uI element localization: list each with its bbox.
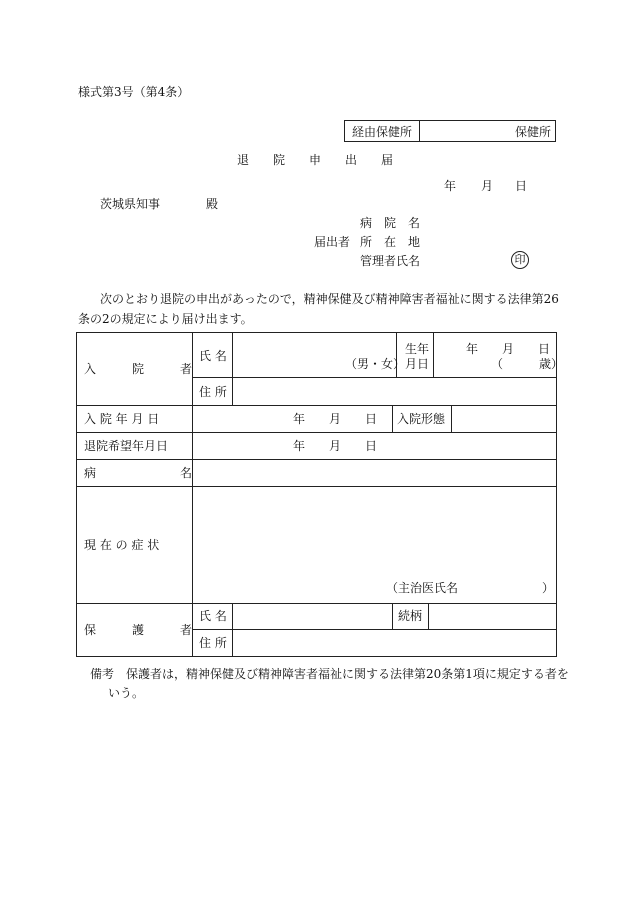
discharge-date-label: 退院希望年月日 [84, 439, 169, 453]
symptoms-label: 現 在 の 症 状 [84, 538, 160, 552]
age-field: （ 歳） [491, 357, 564, 371]
form-table [76, 332, 557, 657]
office-value: 保健所 [515, 125, 552, 139]
date-year: 年 [444, 179, 457, 193]
line-h5 [76, 486, 557, 487]
office-divider [419, 120, 420, 142]
addressee-name: 茨城県知事 [100, 197, 161, 211]
birth-label-1: 生年 [405, 342, 430, 356]
guardian-label: 保 護 者 [84, 623, 193, 637]
birth-label-2: 月日 [405, 357, 430, 371]
doctor-field: （主治医氏名 ） [386, 581, 555, 595]
line-v-adm1 [392, 405, 393, 432]
admission-date-field: 年 月 日 [293, 412, 378, 426]
guardian-address-label: 住 所 [199, 636, 227, 650]
line-v-rel2 [428, 603, 429, 629]
location-label: 所 在 地 [360, 235, 421, 249]
disease-label: 病 名 [84, 466, 193, 480]
date-day: 日 [515, 179, 528, 193]
form-title: 退 院 申 出 届 [237, 153, 394, 167]
admission-date-label: 入 院 年 月 日 [84, 412, 160, 426]
address-label: 住 所 [199, 385, 227, 399]
note-line-1: 備考 保護者は，精神保健及び精神障害者福祉に関する法律第20条第1項に規定する者を [90, 667, 569, 681]
line-v-rel1 [392, 603, 393, 629]
line-h4 [76, 459, 557, 460]
line-v-adm2 [451, 405, 452, 432]
manager-name-label: 管理者氏名 [360, 254, 421, 268]
guardian-name-label: 氏 名 [199, 609, 227, 623]
line-v-birth2 [433, 332, 434, 378]
office-label: 経由保健所 [352, 125, 413, 139]
admission-type-label: 入院形態 [397, 412, 446, 426]
relation-label: 続柄 [398, 609, 423, 623]
line-h6 [76, 603, 557, 604]
birth-date-field: 年 月 日 [466, 342, 551, 356]
line-v-gname [232, 603, 233, 657]
seal-mark: 印 [511, 251, 529, 269]
form-number: 様式第3号（第4条） [78, 85, 190, 99]
line-h2 [76, 405, 557, 406]
note-line-2: いう。 [108, 686, 145, 700]
line-v-label [192, 332, 193, 657]
inpatient-label: 入 院 者 [84, 362, 193, 376]
line-v-birth1 [396, 332, 397, 378]
body-line-2: 条の2の規定により届け出ます。 [78, 312, 253, 326]
discharge-date-field: 年 月 日 [293, 439, 378, 453]
name-label: 氏 名 [199, 349, 227, 363]
line-v-name1 [232, 332, 233, 405]
line-h3 [76, 432, 557, 433]
gender-field: （男・女） [345, 357, 406, 371]
notifier-label: 届出者 [314, 235, 351, 249]
date-month: 月 [481, 179, 494, 193]
hospital-name-label: 病 院 名 [360, 216, 421, 230]
line-h7 [192, 629, 557, 630]
line-h1 [192, 377, 557, 378]
addressee-honorific: 殿 [206, 197, 219, 211]
body-line-1: 次のとおり退院の申出があったので，精神保健及び精神障害者福祉に関する法律第26 [100, 292, 559, 306]
